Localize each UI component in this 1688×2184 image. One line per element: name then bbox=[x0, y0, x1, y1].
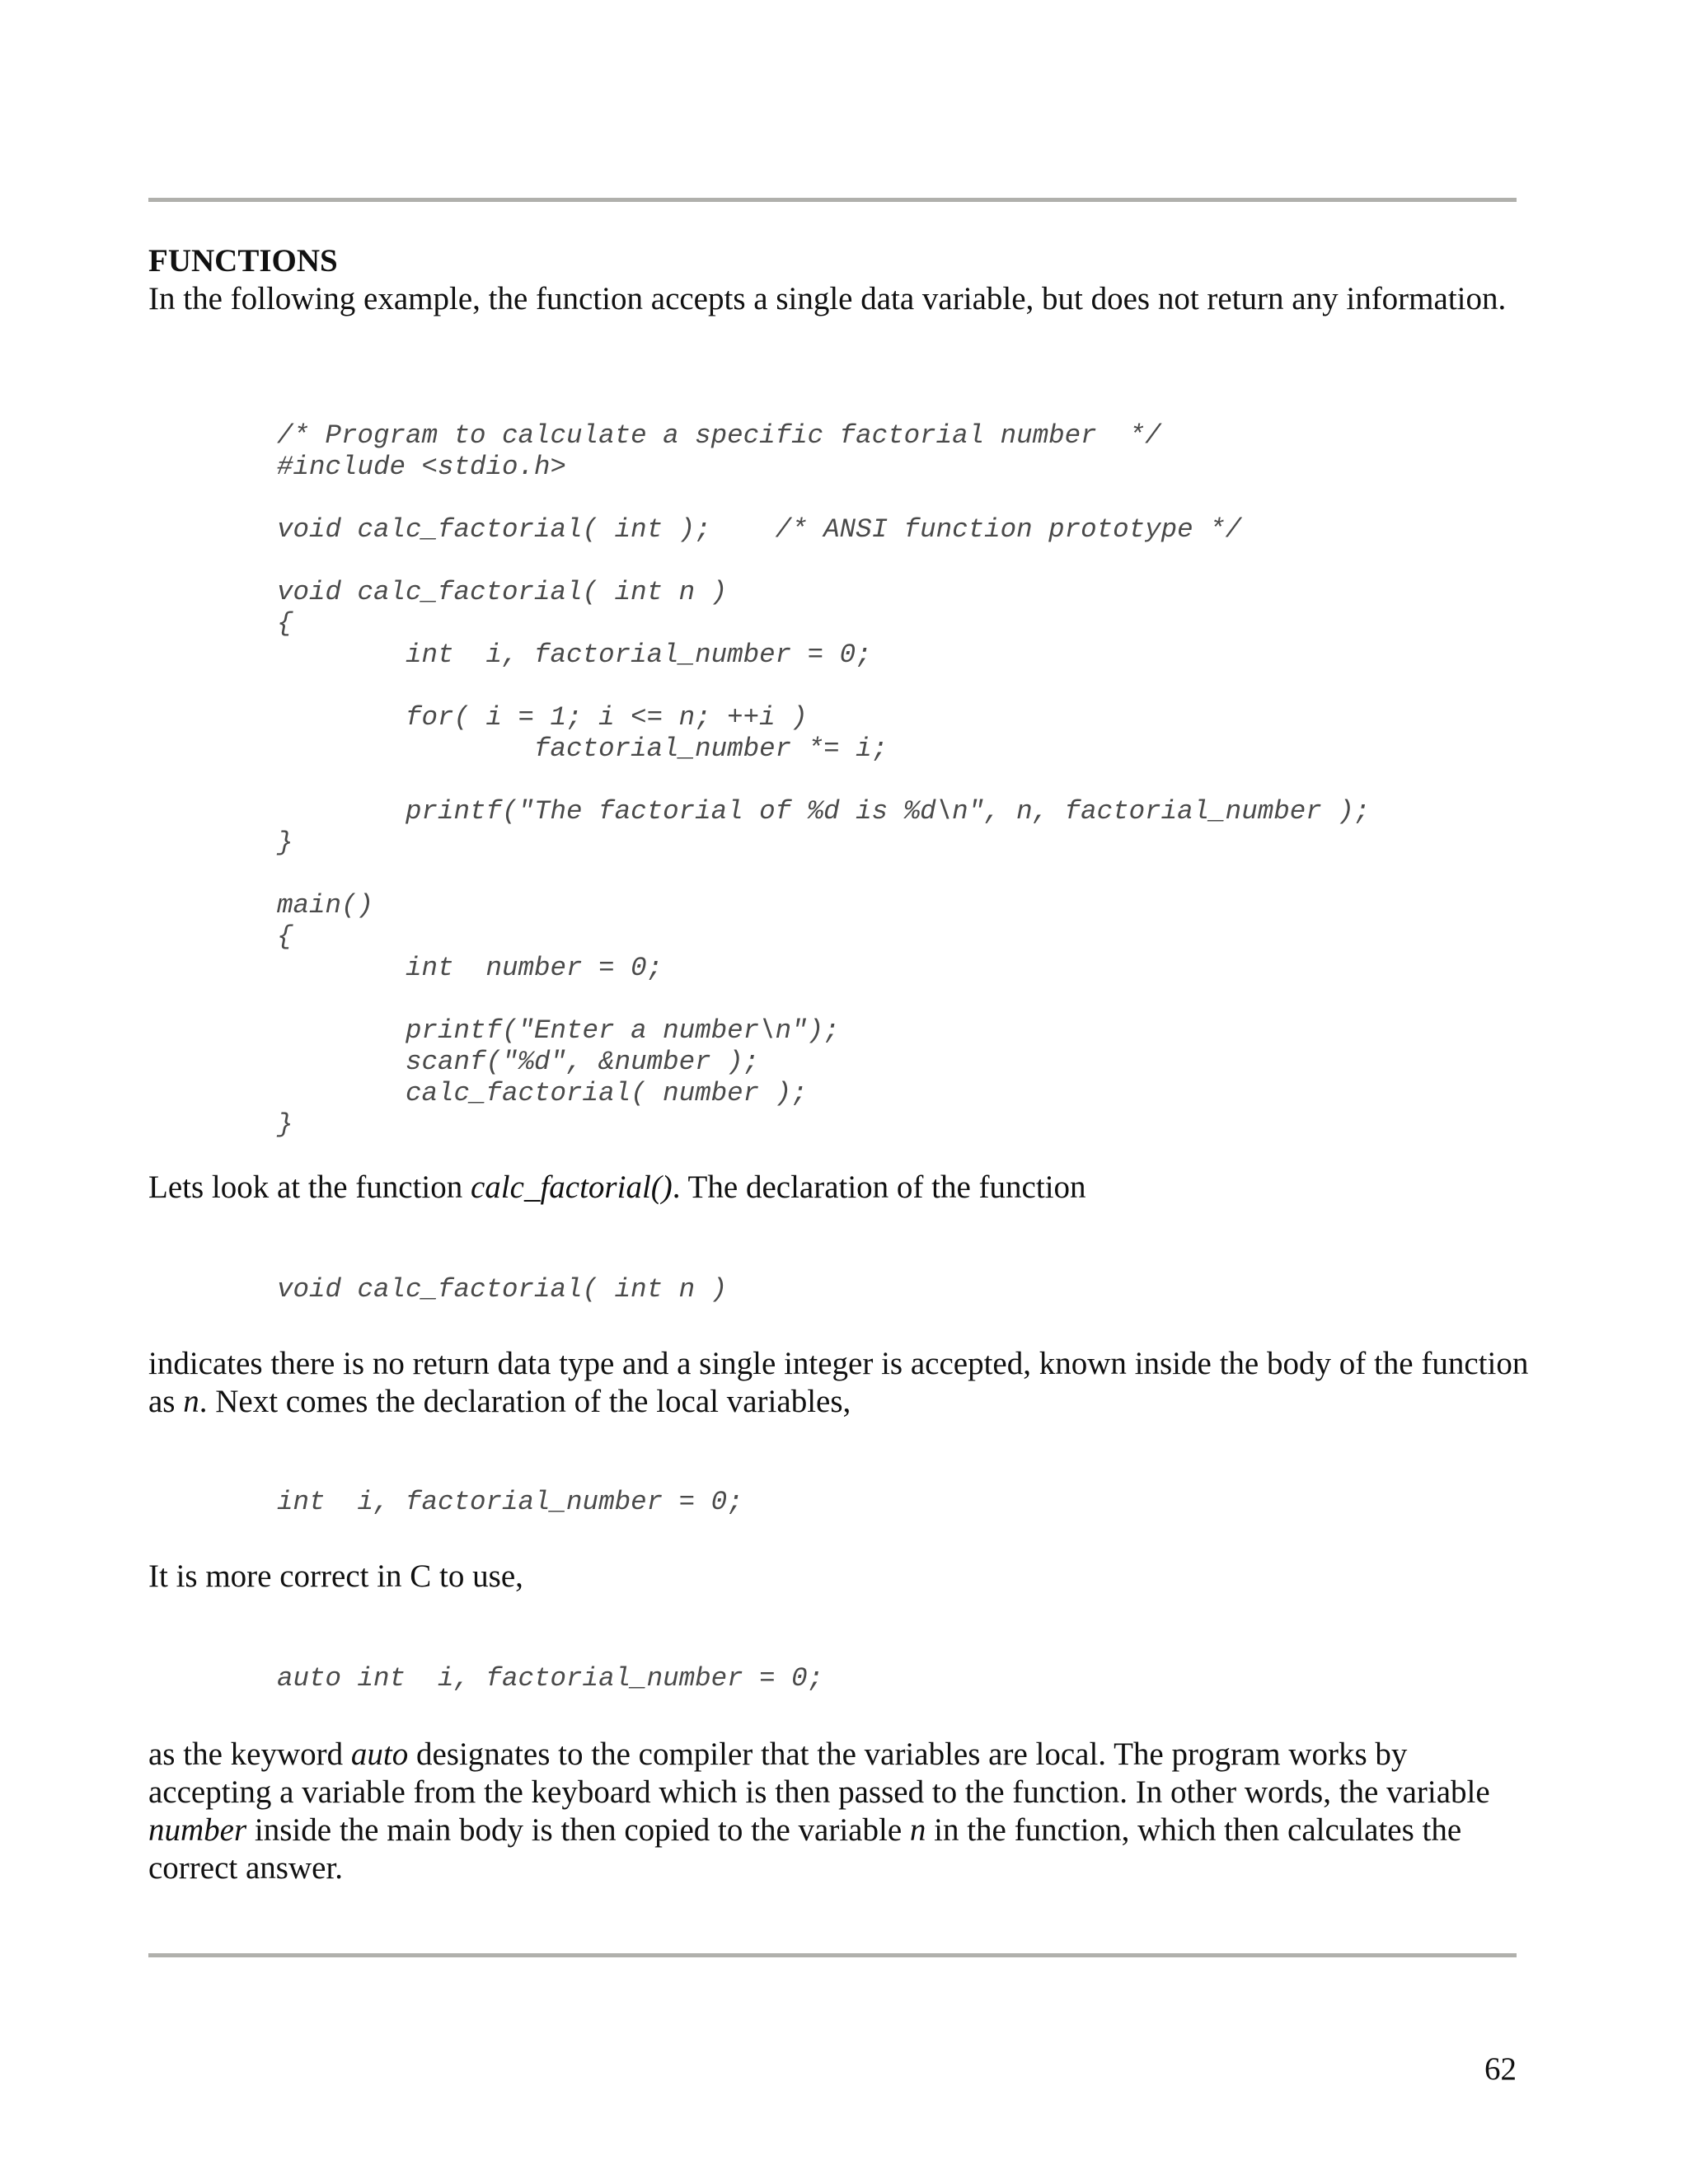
code-line: } bbox=[277, 1109, 293, 1140]
top-rule bbox=[148, 198, 1517, 202]
code-line: factorial_number *= i; bbox=[277, 733, 889, 764]
emphasis-auto: auto bbox=[350, 1736, 409, 1772]
intro-paragraph: In the following example, the function accepts a single data variable, but does not return any information. bbox=[148, 281, 1507, 316]
code-line: } bbox=[277, 827, 293, 858]
text-segment: . Next comes the declaration of the local variables, bbox=[199, 1384, 851, 1419]
code-line: { bbox=[277, 608, 293, 639]
code-line: void calc_factorial( int n ) bbox=[277, 577, 728, 607]
code-declaration: void calc_factorial( int n ) bbox=[277, 1274, 728, 1305]
emphasis-function-name: calc_factorial() bbox=[471, 1169, 673, 1205]
text-segment: in the function, which then calculates the correct answer. bbox=[148, 1812, 1462, 1886]
page-number: 62 bbox=[1484, 2051, 1517, 2087]
paragraph-indicates bbox=[148, 1345, 1533, 1421]
section-title: FUNCTIONS bbox=[148, 243, 338, 279]
text-segment: inside the main body is then copied to the variable bbox=[246, 1812, 910, 1848]
paragraph-more-correct: It is more correct in C to use, bbox=[148, 1558, 523, 1594]
text-segment: . The declaration of the function bbox=[672, 1169, 1086, 1205]
code-line: void calc_factorial( int ); /* ANSI function prototype */ bbox=[277, 514, 1242, 545]
program-code-block bbox=[277, 420, 1370, 1141]
text-segment: Lets look at the function bbox=[148, 1169, 471, 1205]
code-line: scanf("%d", &number ); bbox=[277, 1047, 760, 1077]
code-line: main() bbox=[277, 890, 374, 921]
code-line: #include <stdio.h> bbox=[277, 452, 567, 482]
code-line: /* Program to calculate a specific factorial number */ bbox=[277, 420, 1161, 451]
code-line: calc_factorial( number ); bbox=[277, 1078, 808, 1108]
text-segment: designates to the compiler that the variables are local. The program works by accepting a variable from the keyboard which is then passed to the function. In other words, the variable bbox=[148, 1736, 1490, 1810]
emphasis-n: n bbox=[909, 1812, 926, 1848]
text-segment: as the keyword bbox=[148, 1736, 351, 1772]
text-segment: indicates there is no return data type and a single integer is accepted, known inside the body of the function as bbox=[148, 1346, 1529, 1419]
code-line bbox=[277, 984, 1370, 1015]
code-line: printf("The factorial of %d is %d\n", n, factorial_number ); bbox=[277, 796, 1371, 827]
code-line bbox=[277, 483, 1370, 514]
code-line: int number = 0; bbox=[277, 953, 663, 983]
code-line bbox=[277, 859, 1370, 890]
emphasis-variable-n: n bbox=[183, 1384, 199, 1419]
emphasis-number: number bbox=[148, 1812, 247, 1848]
code-line: int i, factorial_number = 0; bbox=[277, 640, 872, 670]
code-line: { bbox=[277, 921, 293, 952]
code-line bbox=[277, 765, 1370, 796]
paragraph-auto bbox=[148, 1736, 1533, 1887]
code-auto-declaration: auto int i, factorial_number = 0; bbox=[277, 1663, 824, 1694]
code-local-variables: int i, factorial_number = 0; bbox=[277, 1487, 743, 1517]
code-line: for( i = 1; i <= n; ++i ) bbox=[277, 702, 808, 733]
code-line bbox=[277, 671, 1370, 702]
bottom-rule bbox=[148, 1953, 1517, 1957]
code-line bbox=[277, 546, 1370, 577]
paragraph-lets-look bbox=[148, 1169, 1533, 1207]
code-line: printf("Enter a number\n"); bbox=[277, 1015, 840, 1046]
